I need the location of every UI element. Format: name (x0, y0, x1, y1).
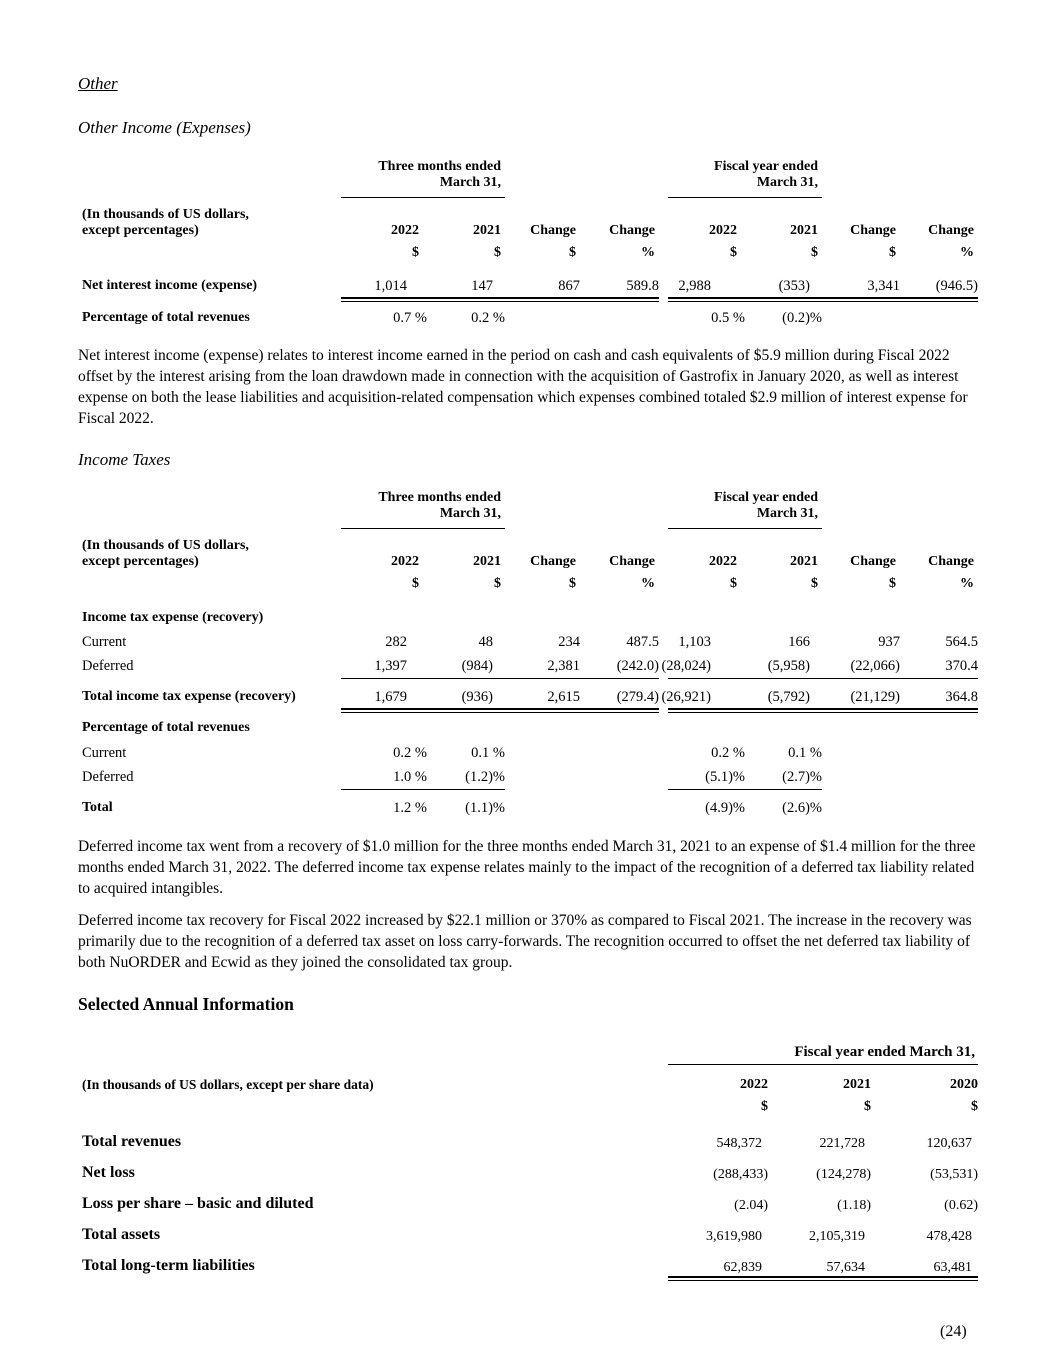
table-row (82, 1257, 978, 1276)
col-header: $ (889, 245, 896, 260)
double-underline (668, 1276, 978, 1281)
table-cell: (124,278) (816, 1167, 871, 1182)
group-header: March 31, (756, 175, 818, 190)
table-cell: 282 (385, 634, 407, 650)
table-label: (In thousands of US dollars, (82, 538, 249, 553)
heading-other: Other (78, 74, 118, 93)
double-underline (668, 297, 978, 302)
table-cell: 2,381 (547, 658, 580, 674)
table-cell: (5,958) (767, 658, 810, 674)
table-cell (505, 610, 580, 626)
table-cell: 548,372 (716, 1136, 762, 1151)
annual-label: (In thousands of US dollars, except per share data) (82, 1077, 374, 1092)
col-header: 2021 (473, 223, 501, 238)
table-row (82, 1226, 978, 1245)
table-cell: 1.0 % (393, 769, 427, 785)
table-cell: 3,341 (867, 278, 900, 294)
table-cell (900, 745, 978, 762)
table-cell: (1.1)% (465, 800, 505, 816)
table-cell: (288,433) (713, 1167, 768, 1182)
row-label: Net loss (82, 1164, 135, 1181)
table-cell: 564.5 (945, 634, 978, 650)
table-cell: (242.0) (616, 658, 659, 674)
row-label: Deferred (82, 769, 134, 785)
table-cell: 0.5 % (711, 310, 745, 326)
table-cell: 48 (478, 634, 493, 650)
col-header: Change (850, 223, 896, 238)
divider (668, 678, 978, 679)
table-cell: 1,014 (374, 278, 407, 294)
tax-paragraph-1: Deferred income tax went from a recovery of $1.0 million for the three months ended March 31, 2021 to an expense of $1.4 million for the three months ended March 31, 2022. The deferred income tax expense relates mainly to the impact of the recognition of a deferred tax liability related to acquired intangibles. (78, 838, 976, 897)
unit: $ (864, 1099, 871, 1114)
group-header: Three months ended (378, 490, 501, 505)
table-cell (341, 610, 427, 626)
divider (341, 197, 505, 198)
row-label: Income tax expense (recovery) (82, 610, 264, 625)
table-cell: (1.2)% (465, 769, 505, 785)
table-row (82, 1195, 978, 1214)
table-cell (659, 610, 745, 626)
heading-other-income: Other Income (Expenses) (78, 118, 251, 137)
col-header: 2021 (790, 554, 818, 569)
group-header: Fiscal year ended (714, 159, 818, 174)
unit: $ (971, 1099, 978, 1114)
row-label: Total revenues (82, 1133, 182, 1150)
divider (668, 528, 822, 529)
col-header: $ (494, 576, 501, 591)
table-cell (822, 310, 900, 327)
table-row (82, 658, 978, 675)
row-label: Deferred (82, 658, 134, 674)
col-header: 2021 (843, 1077, 871, 1092)
table-cell (745, 610, 822, 626)
table-cell: 1,103 (678, 634, 711, 650)
table-cell (580, 800, 659, 817)
table-cell (341, 720, 427, 736)
table-cell: 62,839 (723, 1260, 762, 1275)
table-cell: 487.5 (626, 634, 659, 650)
row-label: Loss per share – basic and diluted (82, 1195, 314, 1212)
table-cell: 234 (558, 634, 580, 650)
table-cell: 0.1 % (471, 745, 505, 761)
divider (668, 789, 822, 790)
col-header: % (960, 576, 974, 591)
row-label: Percentage of total revenues (82, 310, 250, 325)
row-label: Total (82, 800, 113, 815)
table-cell: 0.1 % (788, 745, 822, 761)
table-cell: 0.7 % (393, 310, 427, 326)
table-cell (822, 745, 900, 762)
table-cell: (279.4) (616, 689, 659, 705)
col-header: $ (412, 576, 419, 591)
group-header: March 31, (439, 175, 501, 190)
group-header: Fiscal year ended (714, 490, 818, 505)
col-header: Change (609, 554, 655, 569)
header-row (82, 223, 978, 239)
row-label: Current (82, 634, 127, 650)
col-header: Change (609, 223, 655, 238)
table-cell (580, 610, 659, 626)
annual-group-header: Fiscal year ended March 31, (794, 1044, 975, 1060)
col-header: 2022 (709, 554, 737, 569)
table-cell (900, 769, 978, 786)
table-cell: 364.8 (945, 689, 978, 705)
group-header: March 31, (439, 506, 501, 521)
col-header: $ (889, 576, 896, 591)
divider (341, 789, 505, 790)
table-cell: 3,619,980 (706, 1229, 762, 1244)
table-cell: (5,792) (767, 689, 810, 705)
header-row (82, 245, 978, 261)
col-header: % (641, 245, 655, 260)
col-header: $ (730, 245, 737, 260)
col-header: Change (850, 554, 896, 569)
heading-income-taxes: Income Taxes (78, 450, 171, 469)
table-cell: 370.4 (945, 658, 978, 674)
table-cell: 2,615 (547, 689, 580, 705)
col-header: Change (530, 554, 576, 569)
annual-header-row (82, 1077, 978, 1093)
table-cell: 1.2 % (393, 800, 427, 816)
table-label: (In thousands of US dollars, (82, 207, 249, 222)
table-cell: (353) (778, 278, 810, 294)
table-cell (900, 720, 978, 736)
col-header: $ (412, 245, 419, 260)
table-cell: 120,637 (926, 1136, 972, 1151)
table-cell (505, 800, 580, 817)
col-header: Change (928, 223, 974, 238)
table-cell: 0.2 % (393, 745, 427, 761)
table-cell: (1.18) (837, 1198, 871, 1213)
double-underline (341, 297, 659, 302)
table-cell: 867 (558, 278, 580, 294)
table-cell: (984) (461, 658, 493, 674)
table-cell (900, 310, 978, 327)
table-cell: 63,481 (933, 1260, 972, 1275)
table-cell: 0.2 % (471, 310, 505, 326)
table-cell (822, 610, 900, 626)
row-label: Current (82, 745, 127, 761)
divider (668, 1064, 978, 1065)
table-cell: (936) (461, 689, 493, 705)
table-cell: 937 (878, 634, 900, 650)
table-cell: 2,105,319 (809, 1229, 865, 1244)
annual-units-row (82, 1099, 978, 1115)
table-cell: (4.9)% (705, 800, 745, 816)
col-header: 2022 (391, 223, 419, 238)
row-label: Net interest income (expense) (82, 278, 258, 293)
table-row (82, 745, 978, 762)
table-cell (745, 720, 822, 736)
table-cell (822, 769, 900, 786)
table-cell (822, 720, 900, 736)
table-cell: (0.62) (944, 1198, 978, 1213)
divider (341, 678, 659, 679)
header-row (82, 576, 978, 592)
row-label: Total income tax expense (recovery) (82, 689, 296, 704)
col-header: $ (730, 576, 737, 591)
table-cell: (2.7)% (782, 769, 822, 785)
header-row (82, 554, 978, 570)
table-cell: (21,129) (850, 689, 900, 705)
table-row (82, 689, 978, 706)
table-cell (427, 610, 505, 626)
table-cell (427, 720, 505, 736)
table-cell: 166 (788, 634, 810, 650)
table-row (82, 720, 978, 736)
table-cell: 589.8 (626, 278, 659, 294)
col-header: 2020 (950, 1077, 978, 1092)
table-cell (822, 800, 900, 817)
col-header: % (960, 245, 974, 260)
table-row (82, 800, 978, 817)
tax-paragraph-2: Deferred income tax recovery for Fiscal 2022 increased by $22.1 million or 370% as compared to Fiscal 2021. The increase in the recovery was primarily due to the recognition of a deferred tax asset on loss carry-forwards. The recognition occurred to offset the net deferred tax liability of both NuORDER and Ecwid as they joined the consolidated tax group. (78, 912, 972, 971)
row-label: Percentage of total revenues (82, 720, 250, 735)
table-cell: 0.2 % (711, 745, 745, 761)
table-cell (505, 720, 580, 736)
table-cell: 221,728 (819, 1136, 865, 1151)
table-cell (659, 720, 745, 736)
table-cell (505, 769, 580, 786)
table-cell: (0.2)% (782, 310, 822, 326)
table-cell: 57,634 (826, 1260, 865, 1275)
col-header: $ (494, 245, 501, 260)
double-underline (341, 708, 659, 713)
col-header: $ (569, 245, 576, 260)
table-row (82, 610, 978, 626)
divider (668, 197, 822, 198)
table-cell: (26,921) (661, 689, 711, 705)
table-cell (505, 745, 580, 762)
group-header: Three months ended (378, 159, 501, 174)
heading-selected-annual: Selected Annual Information (78, 994, 294, 1014)
page-number: (24) (940, 1323, 967, 1340)
col-header: $ (811, 245, 818, 260)
table-cell: (53,531) (930, 1167, 978, 1182)
group-header: March 31, (756, 506, 818, 521)
table-cell (900, 610, 978, 626)
table-row (82, 769, 978, 786)
table-cell: (28,024) (661, 658, 711, 674)
table-cell: (2.04) (734, 1198, 768, 1213)
table-label: except percentages) (82, 223, 199, 238)
col-header: $ (569, 576, 576, 591)
table-cell: 2,988 (678, 278, 711, 294)
table-cell (505, 310, 580, 327)
col-header: $ (811, 576, 818, 591)
col-header: 2022 (740, 1077, 768, 1092)
unit: $ (761, 1099, 768, 1114)
table-row (82, 1164, 978, 1183)
table-row (82, 634, 978, 651)
divider (341, 528, 505, 529)
table-cell (580, 720, 659, 736)
row-label: Total assets (82, 1226, 161, 1243)
col-header: Change (928, 554, 974, 569)
table-cell: (22,066) (850, 658, 900, 674)
row-label: Total long-term liabilities (82, 1257, 255, 1274)
table-cell: (2.6)% (782, 800, 822, 816)
table-cell: (5.1)% (705, 769, 745, 785)
table-cell: (946.5) (935, 278, 978, 294)
col-header: 2022 (709, 223, 737, 238)
col-header: 2021 (473, 554, 501, 569)
table-row (82, 310, 978, 327)
col-header: % (641, 576, 655, 591)
col-header: Change (530, 223, 576, 238)
col-header: 2021 (790, 223, 818, 238)
table-cell: 478,428 (926, 1229, 972, 1244)
table-label: except percentages) (82, 554, 199, 569)
table-cell: 1,397 (374, 658, 407, 674)
double-underline (668, 708, 978, 713)
col-header: 2022 (391, 554, 419, 569)
table-row (82, 278, 978, 295)
table-cell (580, 769, 659, 786)
table-cell (580, 310, 659, 327)
table-cell: 1,679 (374, 689, 407, 705)
table-cell: 147 (471, 278, 493, 294)
interest-paragraph: Net interest income (expense) relates to interest income earned in the period on cash and cash equivalents of $5.9 million during Fiscal 2022 offset by the interest arising from the loan drawdown made in connection with the acquisition of Gastrofix in January 2020, as well as interest expense on both the lease liabilities and acquisition-related compensation which expenses combined totaled $2.9 million of interest expense for Fiscal 2022. (78, 347, 968, 427)
table-row (82, 1133, 978, 1152)
table-cell (900, 800, 978, 817)
table-cell (580, 745, 659, 762)
